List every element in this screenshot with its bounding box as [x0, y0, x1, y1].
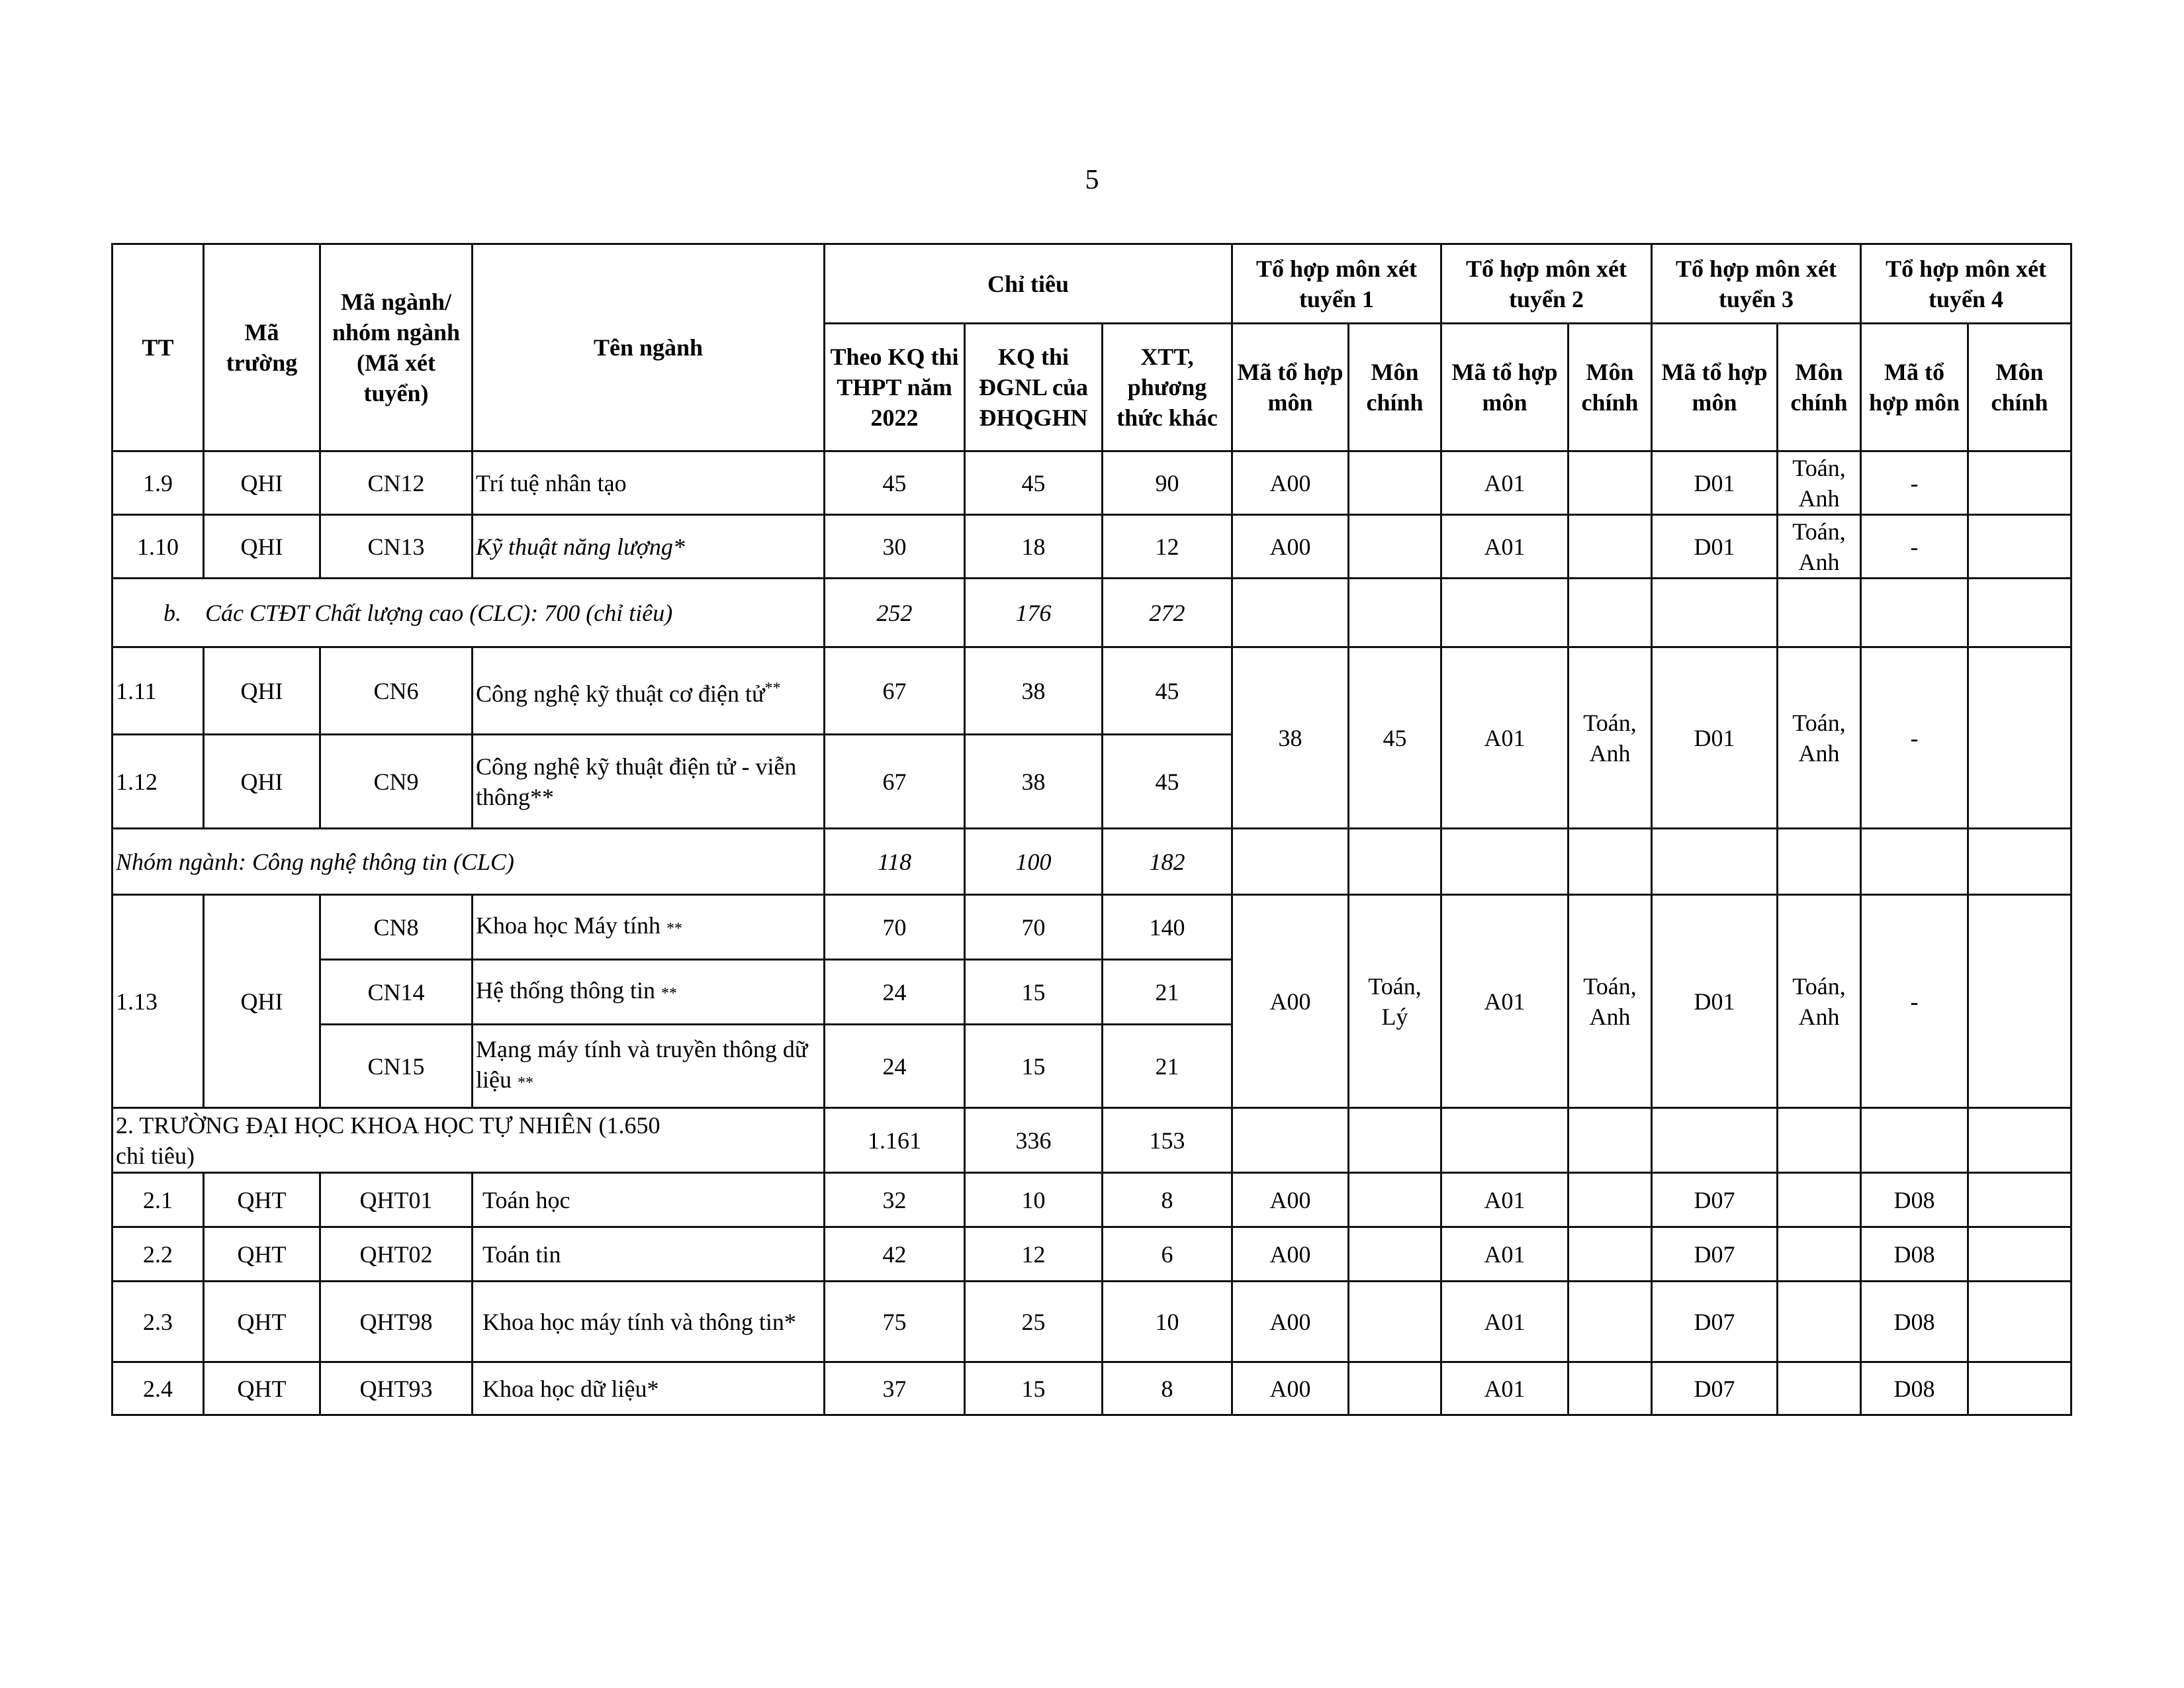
cell-dgnl: 25: [965, 1282, 1103, 1362]
cell-mc3: [1778, 1282, 1861, 1362]
cell-xtt: 90: [1103, 451, 1232, 515]
cell-th1: A00: [1232, 451, 1349, 515]
cell-thpt: 30: [825, 515, 965, 579]
cell-mc1: [1349, 515, 1441, 579]
cell-dgnl: 15: [965, 1025, 1103, 1108]
cell-th1: A00: [1232, 1282, 1349, 1362]
cell-mc2: [1569, 451, 1652, 515]
cell-th4: -: [1861, 647, 1968, 829]
cell-thpt: 42: [825, 1227, 965, 1282]
header-to-hop-1: Tổ hợp môn xét tuyển 1: [1232, 244, 1441, 324]
table-row: [113, 1362, 2071, 1415]
cell-thpt: 1.161: [825, 1108, 965, 1173]
cell-mc1: [1349, 1227, 1441, 1282]
table-row: [113, 515, 2071, 579]
cell-tt: 1.12: [113, 735, 204, 829]
cell-thpt: 32: [825, 1173, 965, 1227]
header-ma-to-hop-1: Mã tổ hợp môn: [1232, 324, 1349, 451]
cell-mc4: [1968, 1282, 2071, 1362]
cell-ma: CN14: [320, 960, 473, 1025]
cell-tt: 1.10: [113, 515, 204, 579]
cell-th2: A01: [1441, 1227, 1569, 1282]
cell-mc4: [1968, 1362, 2071, 1415]
cell-xtt: 8: [1103, 1173, 1232, 1227]
header-to-hop-2: Tổ hợp môn xét tuyển 2: [1441, 244, 1652, 324]
cell-xtt: 6: [1103, 1227, 1232, 1282]
cell-mc2: [1569, 515, 1652, 579]
cell-mc4: [1968, 647, 2071, 829]
header-mon-chinh-2: Môn chính: [1569, 324, 1652, 451]
cell-ma: CN6: [320, 647, 473, 735]
cell-th2: A01: [1441, 1173, 1569, 1227]
cell-truong: QHT: [204, 1173, 320, 1227]
cell-mc1: [1349, 451, 1441, 515]
cell-mc4: [1968, 1227, 2071, 1282]
cell-ten: Khoa học Máy tính **: [473, 895, 825, 960]
cell-ma: QHT93: [320, 1362, 473, 1415]
cell-th4: D08: [1861, 1362, 1968, 1415]
cell-dgnl: 38: [965, 647, 1103, 735]
section-row-khtn: [113, 1108, 2071, 1173]
cell-ten: Công nghệ kỹ thuật cơ điện tử**: [473, 647, 825, 735]
cell-dgnl: 18: [965, 515, 1103, 579]
cell-tt: 2.4: [113, 1362, 204, 1415]
cell-truong: QHI: [204, 895, 320, 1108]
cell-ten: Khoa học máy tính và thông tin*: [473, 1282, 825, 1362]
cell-th2: A01: [1441, 647, 1569, 829]
cell-th1: A00: [1232, 1227, 1349, 1282]
cell-ma: CN9: [320, 735, 473, 829]
cell-ten: Khoa học dữ liệu*: [473, 1362, 825, 1415]
cell-ten: Trí tuệ nhân tạo: [473, 451, 825, 515]
cell-mc2: [1569, 1173, 1652, 1227]
cell-xtt: 272: [1103, 579, 1232, 647]
header-dgnl: KQ thi ĐGNL của ĐHQGHN: [965, 324, 1103, 451]
cell-th1: A00: [1232, 1362, 1349, 1415]
cell-dgnl: 38: [965, 735, 1103, 829]
cell-mc3: Toán, Anh: [1778, 451, 1861, 515]
cell-xtt: 182: [1103, 829, 1232, 895]
header-thpt: Theo KQ thi THPT năm 2022: [825, 324, 965, 451]
cell-dgnl: 15: [965, 960, 1103, 1025]
cell-thpt: 252: [825, 579, 965, 647]
page-number: 5: [1085, 165, 1099, 195]
cell-truong: QHI: [204, 735, 320, 829]
cell-th2: A01: [1441, 1362, 1569, 1415]
group-title: Nhóm ngành: Công nghệ thông tin (CLC): [113, 829, 825, 895]
header-to-hop-3: Tổ hợp môn xét tuyển 3: [1652, 244, 1861, 324]
cell-ten: Công nghệ kỹ thuật điện tử - viễn thông**: [473, 735, 825, 829]
cell-ten: Mạng máy tính và truyền thông dữ liệu **: [473, 1025, 825, 1108]
cell-dgnl: 176: [965, 579, 1103, 647]
cell-ten: Toán tin: [473, 1227, 825, 1282]
cell-th3: D07: [1652, 1362, 1778, 1415]
cell-xtt: 8: [1103, 1362, 1232, 1415]
header-mon-chinh-1: Môn chính: [1349, 324, 1441, 451]
section-row-clc: [113, 579, 2071, 647]
cell-ma: CN12: [320, 451, 473, 515]
cell-xtt: 45: [1103, 647, 1232, 735]
cell-th4: D08: [1861, 1173, 1968, 1227]
cell-mc3: [1778, 1173, 1861, 1227]
cell-xtt: 153: [1103, 1108, 1232, 1173]
cell-mc3: Toán, Anh: [1778, 515, 1861, 579]
section-title: [113, 579, 825, 647]
cell-th1: A00: [1232, 1173, 1349, 1227]
table-row: [113, 1173, 2071, 1227]
cell-th3: D01: [1652, 895, 1778, 1108]
cell-th4: -: [1861, 515, 1968, 579]
section-text: Các CTĐT Chất lượng cao (CLC): 700 (chỉ tiêu): [205, 599, 673, 626]
cell-tt: 1.13: [113, 895, 204, 1108]
cell-mc2: [1569, 1282, 1652, 1362]
cell-truong: QHT: [204, 1362, 320, 1415]
cell-mc4: [1968, 895, 2071, 1108]
section-title: 2. TRƯỜNG ĐẠI HỌC KHOA HỌC TỰ NHIÊN (1.650 chỉ tiêu): [113, 1108, 825, 1173]
cell-th4: D08: [1861, 1282, 1968, 1362]
header-row-1: [113, 244, 2071, 324]
cell-th1: A00: [1232, 515, 1349, 579]
cell-ten: Toán học: [473, 1173, 825, 1227]
cell-th2: A01: [1441, 451, 1569, 515]
header-xtt: XTT, phương thức khác: [1103, 324, 1232, 451]
cell-thpt: 67: [825, 735, 965, 829]
cell-dgnl: 10: [965, 1173, 1103, 1227]
cell-th3: D07: [1652, 1227, 1778, 1282]
header-ten-nganh: Tên ngành: [473, 244, 825, 451]
cell-thpt: 67: [825, 647, 965, 735]
cell-dgnl: 100: [965, 829, 1103, 895]
cell-thpt: 75: [825, 1282, 965, 1362]
header-mon-chinh-3: Môn chính: [1778, 324, 1861, 451]
table-row: [113, 1227, 2071, 1282]
cell-ten: Kỹ thuật năng lượng*: [473, 515, 825, 579]
header-tt: TT: [113, 244, 204, 451]
cell-mc4: [1968, 1173, 2071, 1227]
header-ma-to-hop-4: Mã tổ hợp môn: [1861, 324, 1968, 451]
table-row: [113, 647, 2071, 735]
table-row: [113, 451, 2071, 515]
cell-mc1: Toán, Lý: [1349, 895, 1441, 1108]
cell-ten: Hệ thống thông tin **: [473, 960, 825, 1025]
cell-th3: D01: [1652, 647, 1778, 829]
cell-xtt: 10: [1103, 1282, 1232, 1362]
cell-thpt: 70: [825, 895, 965, 960]
cell-ma: CN15: [320, 1025, 473, 1108]
cell-tt: 2.1: [113, 1173, 204, 1227]
table-row: [113, 1282, 2071, 1362]
cell-truong: QHT: [204, 1227, 320, 1282]
cell-mc1: [1349, 1173, 1441, 1227]
cell-dgnl: 336: [965, 1108, 1103, 1173]
header-ma-truong: Mã trường: [204, 244, 320, 451]
group-row-cntt: [113, 829, 2071, 895]
admission-table: [111, 243, 2072, 1416]
cell-thpt: 37: [825, 1362, 965, 1415]
header-mon-chinh-4: Môn chính: [1968, 324, 2071, 451]
cell-truong: QHI: [204, 515, 320, 579]
cell-th1: A00: [1232, 895, 1349, 1108]
cell-mc3: [1778, 1227, 1861, 1282]
cell-mc2: Toán, Anh: [1569, 647, 1652, 829]
cell-dgnl: 70: [965, 895, 1103, 960]
cell-th3: D07: [1652, 1282, 1778, 1362]
header-ma-nganh: Mã ngành/ nhóm ngành (Mã xét tuyển): [320, 244, 473, 451]
header-to-hop-4: Tổ hợp môn xét tuyển 4: [1861, 244, 2071, 324]
cell-mc2: Toán, Anh: [1569, 895, 1652, 1108]
cell-xtt: 45: [1103, 735, 1232, 829]
cell-ma: QHT02: [320, 1227, 473, 1282]
cell-ma: QHT98: [320, 1282, 473, 1362]
cell-th4: -: [1861, 451, 1968, 515]
table-row: [113, 895, 2071, 960]
cell-th2: A01: [1441, 515, 1569, 579]
cell-thpt: 45: [825, 451, 965, 515]
cell-mc4: [1968, 515, 2071, 579]
cell-xtt: 21: [1103, 1025, 1232, 1108]
cell-dgnl: 12: [965, 1227, 1103, 1282]
cell-mc1: [1349, 1362, 1441, 1415]
cell-tt: 1.9: [113, 451, 204, 515]
cell-mc2: [1569, 1227, 1652, 1282]
cell-ma: CN13: [320, 515, 473, 579]
cell-mc4: [1968, 451, 2071, 515]
cell-th4: D08: [1861, 1227, 1968, 1282]
cell-thpt: 118: [825, 829, 965, 895]
cell-tt: 2.2: [113, 1227, 204, 1282]
section-label: b.: [163, 599, 181, 626]
cell-mc3: Toán, Anh: [1778, 647, 1861, 829]
cell-mc3: [1778, 1362, 1861, 1415]
cell-thpt: 24: [825, 1025, 965, 1108]
cell-truong: QHT: [204, 1282, 320, 1362]
cell-ma: CN8: [320, 895, 473, 960]
cell-mc2: [1569, 1362, 1652, 1415]
cell-mc1: [1349, 1282, 1441, 1362]
cell-truong: QHI: [204, 647, 320, 735]
header-ma-to-hop-3: Mã tổ hợp môn: [1652, 324, 1778, 451]
cell-tt: 1.11: [113, 647, 204, 735]
cell-th2: A01: [1441, 1282, 1569, 1362]
cell-ma: QHT01: [320, 1173, 473, 1227]
cell-xtt: 21: [1103, 960, 1232, 1025]
cell-th3: D07: [1652, 1173, 1778, 1227]
cell-mc3: Toán, Anh: [1778, 895, 1861, 1108]
cell-th3: D01: [1652, 515, 1778, 579]
cell-truong: QHI: [204, 451, 320, 515]
cell-tt: 2.3: [113, 1282, 204, 1362]
cell-xtt: 140: [1103, 895, 1232, 960]
cell-th2: A01: [1441, 895, 1569, 1108]
cell-th4: -: [1861, 895, 1968, 1108]
cell-xtt: 12: [1103, 515, 1232, 579]
cell-dgnl: 15: [965, 1362, 1103, 1415]
cell-mc1: 45: [1349, 647, 1441, 829]
header-chi-tieu: Chỉ tiêu: [825, 244, 1232, 324]
cell-th3: D01: [1652, 451, 1778, 515]
cell-th1: 38: [1232, 647, 1349, 829]
header-ma-to-hop-2: Mã tổ hợp môn: [1441, 324, 1569, 451]
cell-dgnl: 45: [965, 451, 1103, 515]
cell-thpt: 24: [825, 960, 965, 1025]
